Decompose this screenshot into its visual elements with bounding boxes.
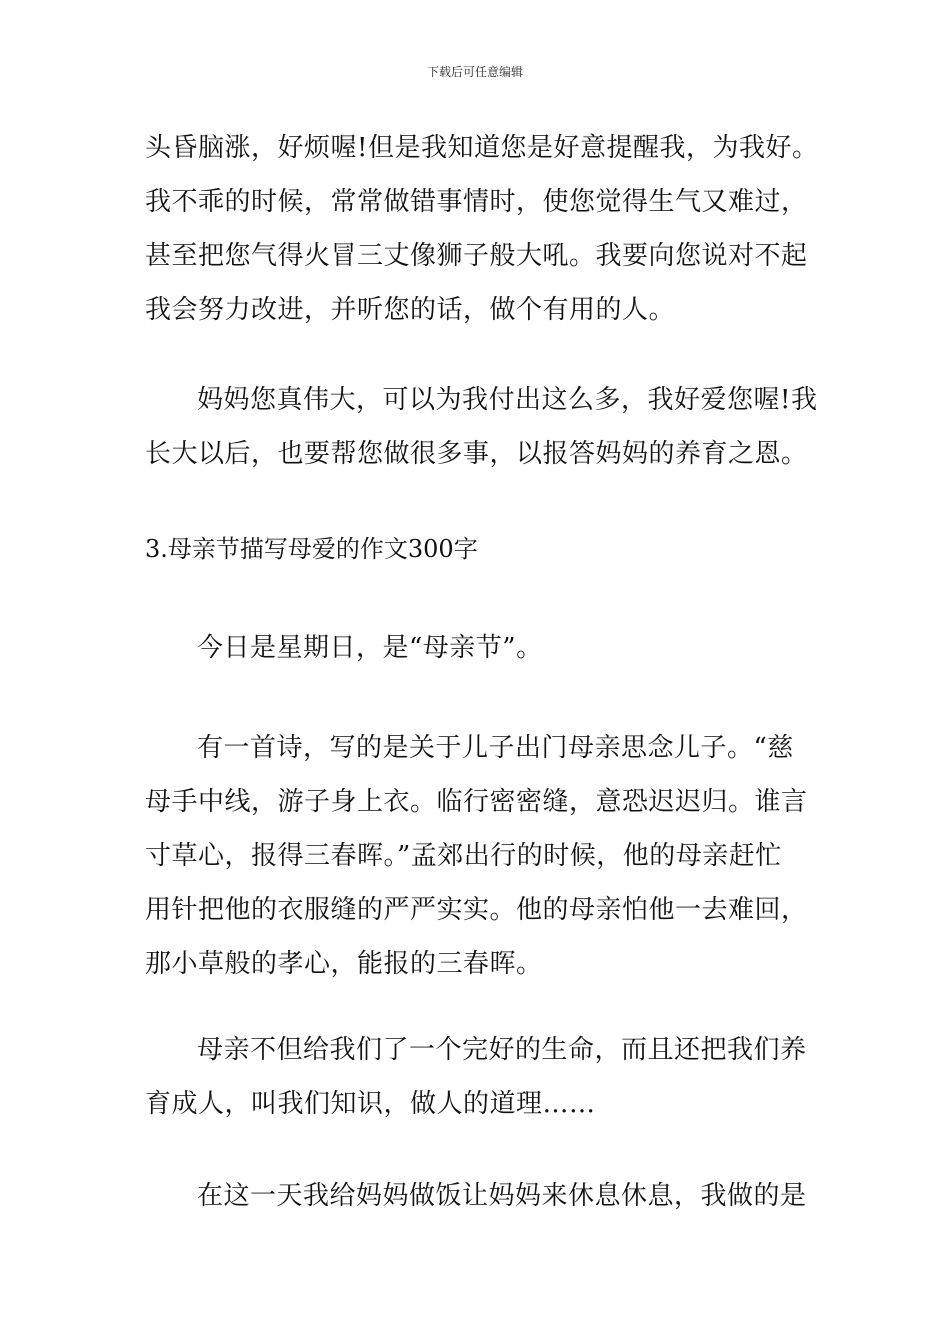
paragraph-line: 用针把他的衣服缝的严严实实。他的母亲怕他一去难回，: [145, 895, 808, 925]
paragraph-2: [145, 379, 818, 475]
paragraph-line: 母手中线，游子身上衣。临行密密缝，意恐迟迟归。谁言: [145, 787, 808, 817]
paragraph-line: 在这一天我给妈妈做饭让妈妈来休息休息，我做的是: [197, 1181, 807, 1211]
section-heading: 3.母亲节描写母爱的作文300字: [145, 535, 478, 563]
paragraph-line: 今日是星期日，是“母亲节”。: [197, 633, 543, 663]
paragraph-6: [145, 1175, 810, 1217]
paragraph-3: [145, 627, 810, 669]
paragraph-line: 那小草般的孝心，能报的三春晖。: [145, 949, 543, 979]
paragraph-line: 甚至把您气得火冒三丈像狮子般大吼。我要向您说对不起: [145, 241, 808, 271]
paragraph-4: [145, 727, 810, 985]
paragraph-line: 妈妈您真伟大，可以为我付出这么多，我好爱您喔!我: [197, 385, 818, 415]
paragraph-line: 长大以后，也要帮您做很多事，以报答妈妈的养育之恩。: [145, 439, 808, 469]
paragraph-line: 育成人，叫我们知识，做人的道理……: [145, 1089, 596, 1119]
paragraph-5: [145, 1029, 810, 1125]
paragraph-line: 我会努力改进，并听您的话，做个有用的人。: [145, 295, 676, 325]
paragraph-line: 有一首诗，写的是关于儿子出门母亲思念儿子。“慈: [197, 733, 794, 763]
page-header-note: 下载后可任意编辑: [426, 65, 523, 79]
paragraph-line: 头昏脑涨，好烦喔!但是我知道您是好意提醒我，为我好。: [145, 133, 819, 163]
paragraph-line: 寸草心，报得三春晖。”孟郊出行的时候，他的母亲赶忙: [145, 841, 782, 871]
paragraph-line: 母亲不但给我们了一个完好的生命，而且还把我们养: [197, 1035, 807, 1065]
paragraph-1: [145, 127, 819, 331]
paragraph-line: 我不乖的时候，常常做错事情时，使您觉得生气又难过，: [145, 187, 808, 217]
